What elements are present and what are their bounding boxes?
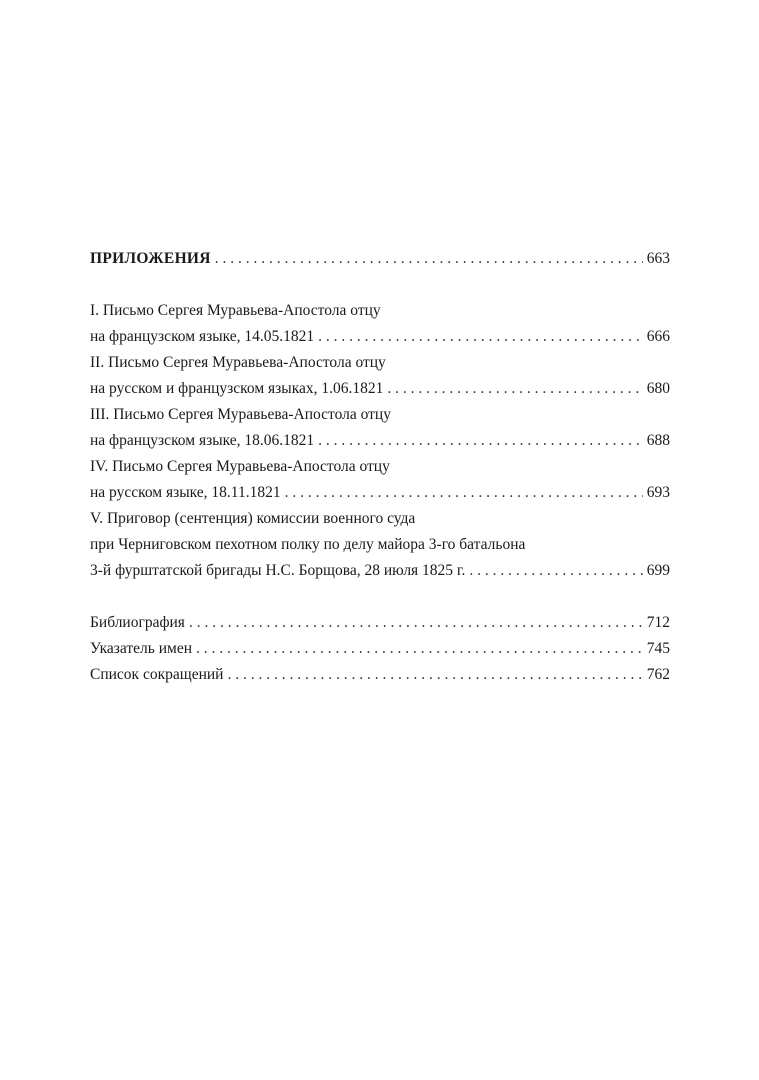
- toc-entry-appendix-2: [90, 350, 670, 402]
- toc-heading-row: [90, 246, 670, 272]
- toc-entry-line: при Черниговском пехотном полку по делу майора 3-го батальона: [90, 536, 526, 553]
- toc-entry-line: V. Приговор (сентенция) комиссии военного суда: [90, 510, 416, 527]
- section-spacer: [90, 584, 670, 610]
- toc-entry-page: 745: [646, 640, 670, 657]
- toc-entry-last-row: [90, 558, 670, 584]
- dot-leader: [469, 558, 642, 584]
- toc-entry-page: 762: [646, 666, 670, 683]
- toc-entry-page: 688: [646, 432, 670, 449]
- toc-entry-bibliography: [90, 610, 670, 636]
- toc-entry-line: II. Письмо Сергея Муравьева-Апостола отцу: [90, 354, 386, 371]
- toc-entry-last-row: [90, 376, 670, 402]
- toc-entry-page: 666: [646, 328, 670, 345]
- dot-leader: [227, 662, 642, 688]
- toc-entry-appendix-1: [90, 298, 670, 350]
- toc-entry-last-row: [90, 480, 670, 506]
- dot-leader: [285, 480, 643, 506]
- toc-entry-last-line: на русском и французском языках, 1.06.1821: [90, 380, 384, 397]
- toc-entry-label: Библиография: [90, 614, 185, 631]
- toc-entry-page: 712: [646, 614, 670, 631]
- toc-entry-appendix-5: [90, 506, 670, 584]
- table-of-contents: [90, 246, 670, 688]
- dot-leader: [387, 376, 642, 402]
- toc-entry-last-row: [90, 324, 670, 350]
- toc-entry-last-line: на русском языке, 18.11.1821: [90, 484, 281, 501]
- toc-entry-page: 699: [646, 562, 670, 579]
- toc-entry-page: 693: [646, 484, 670, 501]
- toc-entry-abbreviations: [90, 662, 670, 688]
- toc-entry-last-line: на французском языке, 18.06.1821: [90, 432, 315, 449]
- dot-leader: [196, 636, 643, 662]
- toc-entry-last-row: [90, 428, 670, 454]
- toc-entry-line: III. Письмо Сергея Муравьева-Апостола отцу: [90, 406, 391, 423]
- toc-entry-name-index: [90, 636, 670, 662]
- toc-entry-line: IV. Письмо Сергея Муравьева-Апостола отцу: [90, 458, 390, 475]
- dot-leader: [215, 246, 643, 272]
- toc-entry-last-line: на французском языке, 14.05.1821: [90, 328, 315, 345]
- toc-entry-appendix-3: [90, 402, 670, 454]
- dot-leader: [189, 610, 643, 636]
- toc-heading-label: ПРИЛОЖЕНИЯ: [90, 250, 211, 267]
- dot-leader: [318, 324, 643, 350]
- toc-entry-line: I. Письмо Сергея Муравьева-Апостола отцу: [90, 302, 381, 319]
- toc-heading-page: 663: [646, 250, 670, 267]
- toc-entry-label: Список сокращений: [90, 666, 224, 683]
- toc-entry-last-line: 3-й фурштатской бригады Н.С. Борщова, 28 июля 1825 г.: [90, 562, 466, 579]
- toc-entry-appendix-4: [90, 454, 670, 506]
- toc-entry-label: Указатель имен: [90, 640, 192, 657]
- dot-leader: [318, 428, 643, 454]
- toc-entry-page: 680: [646, 380, 670, 397]
